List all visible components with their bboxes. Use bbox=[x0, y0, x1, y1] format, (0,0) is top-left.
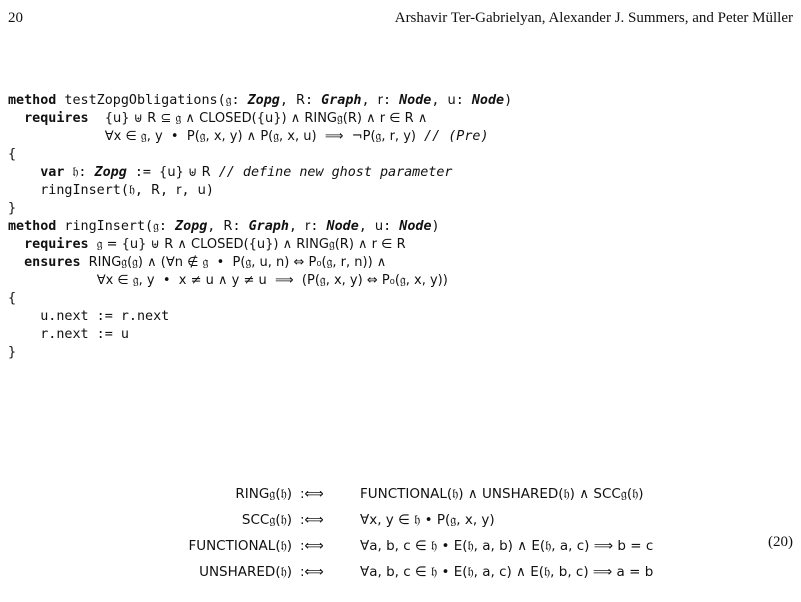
definition-lhs: FUNCTIONAL(𝔥) bbox=[188, 538, 292, 554]
code-token: ∀x ∈ 𝔤, y • x ≠ u ∧ y ≠ u ⟹ (P(𝔤, x, y) ⇔ P₀(𝔤, x, y)) bbox=[96, 273, 448, 288]
code-token: // define new ghost parameter bbox=[218, 165, 453, 180]
code-token: r.next := u bbox=[8, 327, 129, 342]
code-token: 𝔥 bbox=[128, 183, 135, 198]
code-token bbox=[64, 165, 72, 180]
code-token: {u} ⊎ R ⊆ 𝔤 ∧ CLOSED({u}) ∧ RING𝔤(R) ∧ r ∈ R ∧ bbox=[104, 111, 428, 126]
code-token: , bbox=[134, 183, 151, 198]
code-token: 𝔤 bbox=[225, 93, 232, 108]
definition-rhs: ∀a, b, c ∈ 𝔥 • E(𝔥, a, c) ∧ E(𝔥, b, c) ⟹ a = b bbox=[360, 564, 654, 580]
code-token: : bbox=[232, 219, 249, 234]
code-token: ) bbox=[431, 219, 440, 234]
code-token: method bbox=[8, 93, 57, 108]
code-line bbox=[8, 200, 512, 218]
code-line bbox=[8, 344, 512, 362]
definition-rhs: ∀a, b, c ∈ 𝔥 • E(𝔥, a, b) ∧ E(𝔥, a, c) ⟹ b = c bbox=[360, 538, 654, 554]
code-listing bbox=[8, 92, 512, 362]
code-token: : bbox=[78, 165, 95, 180]
definition-operator: :⟺ bbox=[300, 538, 324, 554]
code-token: testZopgObligations( bbox=[56, 93, 226, 108]
code-token: Node bbox=[471, 93, 505, 108]
code-token: r bbox=[305, 219, 311, 234]
code-token: ensures bbox=[24, 255, 81, 270]
code-token: Zopg bbox=[247, 93, 280, 108]
code-token: Node bbox=[399, 219, 432, 234]
code-token: u bbox=[374, 219, 384, 234]
code-line bbox=[8, 164, 512, 182]
code-token: R bbox=[150, 183, 161, 198]
code-token: { bbox=[8, 147, 17, 162]
code-token: Node bbox=[326, 219, 359, 234]
code-token: := bbox=[126, 165, 160, 180]
page-number: 20 bbox=[8, 10, 23, 26]
code-token: , bbox=[358, 219, 375, 234]
code-line bbox=[8, 236, 512, 254]
code-token: R bbox=[295, 93, 306, 108]
code-token: var bbox=[40, 165, 65, 180]
code-token: 𝔤 = {u} ⊎ R ∧ CLOSED({u}) ∧ RING𝔤(R) ∧ r ∈ R bbox=[96, 237, 406, 252]
code-token bbox=[89, 237, 97, 252]
definition-operator: :⟺ bbox=[300, 564, 324, 580]
code-token: , bbox=[279, 93, 296, 108]
code-token: Graph bbox=[248, 219, 289, 234]
definition-lhs: RING𝔤(𝔥) bbox=[235, 486, 292, 502]
definition-lhs: UNSHARED(𝔥) bbox=[199, 564, 292, 580]
code-token: } bbox=[8, 345, 17, 360]
code-token: { bbox=[8, 291, 17, 306]
code-token: ringInsert( bbox=[8, 183, 129, 198]
code-token: : bbox=[158, 219, 176, 234]
code-token bbox=[8, 165, 40, 180]
code-token: requires bbox=[24, 237, 89, 252]
code-token: Zopg bbox=[175, 219, 208, 234]
code-line bbox=[8, 308, 512, 326]
code-token: u.next := r.next bbox=[8, 309, 170, 324]
code-token: : bbox=[310, 219, 327, 234]
code-line bbox=[8, 254, 512, 272]
code-token: r bbox=[176, 183, 182, 198]
code-token: method bbox=[8, 219, 57, 234]
code-token bbox=[416, 129, 424, 144]
code-token bbox=[8, 273, 97, 288]
code-token: ringInsert( bbox=[56, 219, 154, 234]
code-token: , bbox=[361, 93, 378, 108]
code-token: , bbox=[288, 219, 306, 234]
code-line bbox=[8, 146, 512, 164]
code-token: : bbox=[383, 219, 400, 234]
running-header-authors: Arshavir Ter-Gabrielyan, Alexander J. Summers, and Peter Müller bbox=[394, 10, 793, 26]
code-line bbox=[8, 92, 512, 110]
code-token: 𝔤 bbox=[153, 219, 159, 234]
code-token bbox=[89, 111, 105, 126]
code-token: {u} ⊎ R bbox=[159, 165, 211, 180]
code-token: : bbox=[455, 93, 472, 108]
code-token: : bbox=[382, 93, 400, 108]
definition-operator: :⟺ bbox=[300, 486, 324, 502]
code-token bbox=[8, 129, 105, 144]
code-line bbox=[8, 290, 512, 308]
code-token bbox=[8, 237, 24, 252]
code-token bbox=[81, 255, 89, 270]
code-token: u bbox=[447, 93, 456, 108]
code-token: : bbox=[305, 93, 322, 108]
code-line bbox=[8, 182, 512, 200]
code-token: , bbox=[160, 183, 177, 198]
code-token: : bbox=[231, 93, 248, 108]
code-token: } bbox=[8, 201, 17, 216]
code-token: ∀x ∈ 𝔤, y • P(𝔤, x, y) ∧ P(𝔤, x, u) ⟹ ¬P(𝔤, r, y) bbox=[104, 129, 416, 144]
code-token: u bbox=[197, 183, 206, 198]
code-token: ) bbox=[504, 93, 513, 108]
code-token: Zopg bbox=[94, 165, 127, 180]
code-token: r bbox=[377, 93, 383, 108]
code-line bbox=[8, 326, 512, 344]
equation-number: (20) bbox=[768, 534, 793, 550]
code-token bbox=[211, 165, 219, 180]
code-token: RING𝔤(𝔤) ∧ (∀n ∉ 𝔤 • P(𝔤, u, n) ⇔ P₀(𝔤, r, n)) ∧ bbox=[88, 255, 387, 270]
code-token: R bbox=[223, 219, 233, 234]
definition-rhs: FUNCTIONAL(𝔥) ∧ UNSHARED(𝔥) ∧ SCC𝔤(𝔥) bbox=[360, 486, 644, 502]
code-line bbox=[8, 128, 512, 146]
code-token: Node bbox=[399, 93, 432, 108]
code-token: , bbox=[181, 183, 198, 198]
code-token: Graph bbox=[321, 93, 362, 108]
code-token: requires bbox=[24, 111, 89, 126]
code-line bbox=[8, 272, 512, 290]
definition-lhs: SCC𝔤(𝔥) bbox=[241, 512, 292, 528]
code-token: , bbox=[207, 219, 224, 234]
code-token: ) bbox=[205, 183, 214, 198]
code-token bbox=[8, 255, 24, 270]
code-line bbox=[8, 110, 512, 128]
code-token: // (Pre) bbox=[424, 129, 489, 144]
definition-operator: :⟺ bbox=[300, 512, 324, 528]
definition-rhs: ∀x, y ∈ 𝔥 • P(𝔤, x, y) bbox=[360, 512, 495, 528]
code-token: 𝔥 bbox=[72, 165, 79, 180]
code-line bbox=[8, 218, 512, 236]
code-token: , bbox=[431, 93, 448, 108]
code-token bbox=[8, 111, 24, 126]
